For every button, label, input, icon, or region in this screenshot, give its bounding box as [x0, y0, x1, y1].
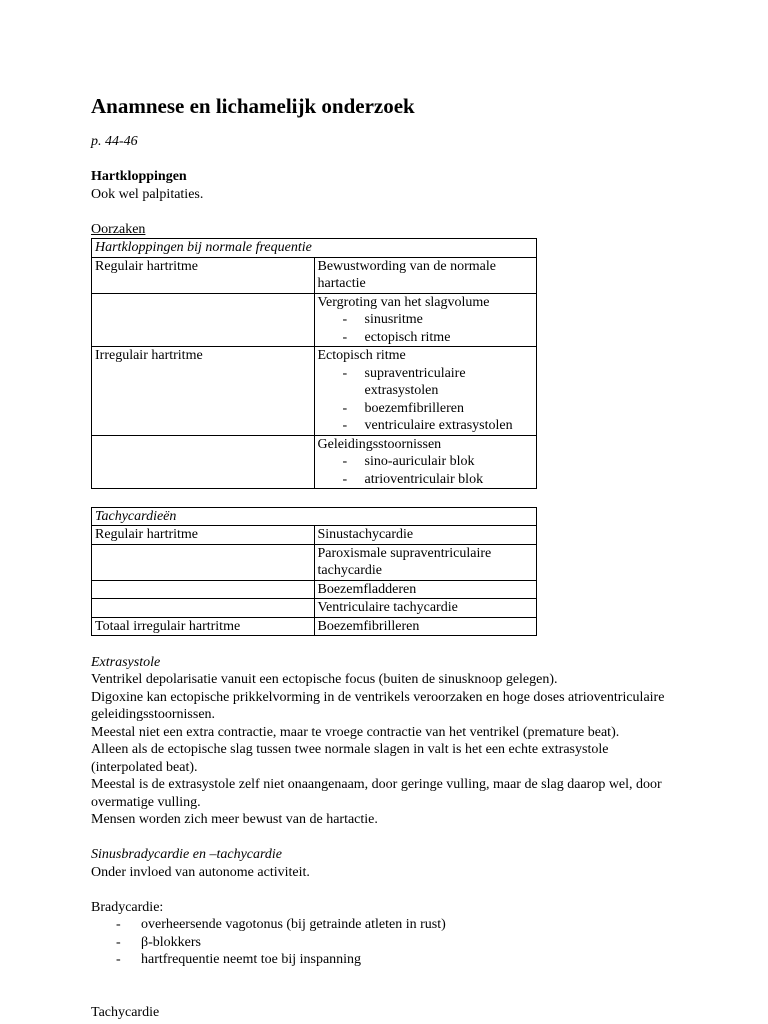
table-cell: [92, 435, 315, 489]
document-title: Anamnese en lichamelijk onderzoek: [91, 94, 415, 118]
table-row: [92, 617, 537, 636]
causes-table: [91, 238, 537, 489]
table-cell: Irregulair hartritme: [92, 347, 315, 436]
paragraph: Mensen worden zich meer bewust van de hartactie.: [91, 812, 378, 827]
cell-heading: Vergroting van het slagvolume: [317, 294, 490, 310]
table-row: [92, 293, 537, 347]
list-item: - ventriculaire extrasystolen: [343, 417, 534, 435]
list-item: - overheersende vagotonus (bij getrainde atleten in rust): [116, 916, 671, 934]
table-cell: Boezemfibrilleren: [314, 617, 537, 636]
paragraph: Ventrikel depolarisatie vanuit een ectopische focus (buiten de sinusknoop gelegen).: [91, 672, 558, 687]
paragraph: Onder invloed van autonome activiteit.: [91, 864, 310, 880]
table-cell: [314, 347, 537, 436]
page-reference: p. 44-46: [91, 134, 138, 149]
table-row: [92, 257, 537, 293]
table-cell: [314, 435, 537, 489]
list-item: - sinusritme: [343, 311, 534, 329]
table-row: [92, 435, 537, 489]
bradycardia-list: [91, 916, 671, 969]
causes-label: Oorzaken: [91, 221, 146, 237]
list-item: - sino-auriculair blok: [343, 453, 534, 471]
table-cell: Sinustachycardie: [314, 526, 537, 545]
table-header: Tachycardieën: [92, 507, 537, 526]
table-header: Hartkloppingen bij normale frequentie: [92, 239, 537, 258]
list-item: - boezemfibrilleren: [343, 400, 534, 418]
table-cell: Regulair hartritme: [92, 257, 315, 293]
table-cell: Regulair hartritme: [92, 526, 315, 545]
cell-heading: Geleidingsstoornissen: [317, 436, 442, 452]
extrasystole-heading: Extrasystole: [91, 654, 161, 670]
paragraph: Meestal niet een extra contractie, maar te vroege contractie van het ventrikel (premature beat).: [91, 724, 620, 740]
table-cell: Totaal irregulair hartritme: [92, 617, 315, 636]
section-intro: Ook wel palpitaties.: [91, 186, 204, 202]
table-cell: [92, 293, 315, 347]
table-row: [92, 544, 537, 580]
sinus-heading: Sinusbradycardie en –tachycardie: [91, 847, 283, 862]
table-header-row: [92, 239, 537, 258]
table-cell: [92, 599, 315, 618]
bradycardia-label: Bradycardie:: [91, 899, 164, 915]
list-item: - atrioventriculair blok: [343, 471, 534, 489]
table-row: [92, 580, 537, 599]
document-page: [91, 93, 671, 1021]
table-row: [92, 347, 537, 436]
tachycardia-table: [91, 507, 537, 637]
table-cell: Bewustwording van de normale hartactie: [314, 257, 537, 293]
table-cell: [314, 293, 537, 347]
tachycardia-label: Tachycardie: [91, 1004, 160, 1020]
table-row: [92, 599, 537, 618]
list-item: - supraventriculaire extrasystolen: [343, 365, 534, 400]
table-header-row: [92, 507, 537, 526]
table-cell: [92, 580, 315, 599]
list-item: - β-blokkers: [116, 934, 671, 952]
cell-heading: Ectopisch ritme: [317, 348, 406, 363]
table-cell: Boezemfladderen: [314, 580, 537, 599]
section-heading: Hartkloppingen: [91, 169, 187, 184]
table-cell: Paroxismale supraventriculaire tachycardie: [314, 544, 537, 580]
list-item: - hartfrequentie neemt toe bij inspanning: [116, 951, 671, 969]
list-item: - ectopisch ritme: [343, 329, 534, 347]
paragraph: Alleen als de ectopische slag tussen twee normale slagen in valt is het een echte extrasystole (interpolated beat).: [91, 742, 609, 775]
paragraph: Digoxine kan ectopische prikkelvorming in de ventrikels veroorzaken en hoge doses atrioventriculaire geleidingsstoornissen.: [91, 689, 665, 722]
table-row: [92, 526, 537, 545]
paragraph: Meestal is de extrasystole zelf niet onaangenaam, door geringe vulling, maar de slag daarop wel, door overmatige vulling.: [91, 777, 662, 810]
table-cell: [92, 544, 315, 580]
table-cell: Ventriculaire tachycardie: [314, 599, 537, 618]
